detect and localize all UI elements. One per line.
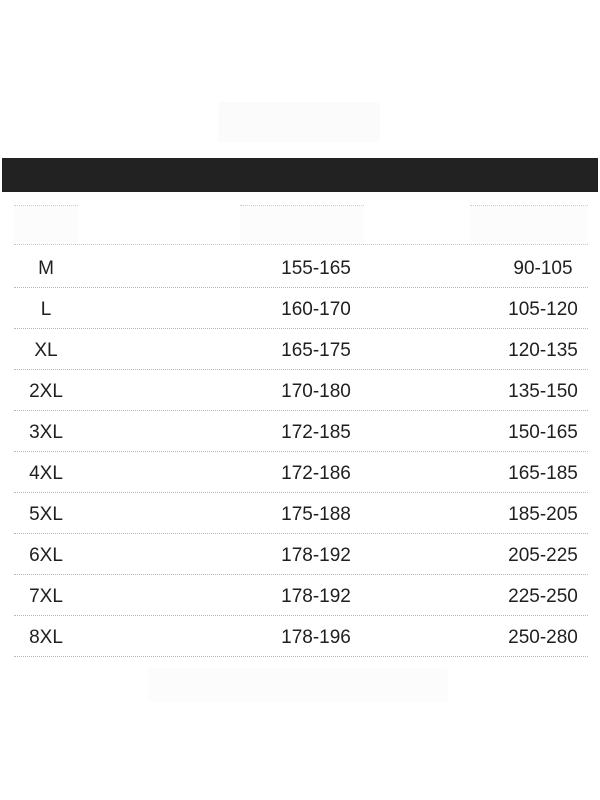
faded-footer-area (148, 668, 448, 702)
size-cell: M (38, 258, 54, 279)
weight-cell: 90-105 (513, 258, 573, 279)
height-cell: 172-186 (281, 463, 351, 484)
weight-cell: 205-225 (508, 545, 578, 566)
weight-cell: 150-165 (508, 422, 578, 443)
table-row (14, 370, 588, 411)
size-cell: 5XL (29, 504, 63, 525)
height-column-header (240, 205, 364, 244)
faded-title-area (218, 102, 380, 142)
header-divider (14, 244, 588, 245)
table-row (14, 329, 588, 370)
height-cell: 155-165 (281, 258, 351, 279)
table-row (14, 575, 588, 616)
size-chart-table (14, 247, 588, 657)
table-row (14, 452, 588, 493)
height-cell: 178-196 (281, 627, 351, 648)
height-cell: 170-180 (281, 381, 351, 402)
weight-cell: 120-135 (508, 340, 578, 361)
weight-column-header (470, 205, 588, 244)
weight-cell: 225-250 (508, 586, 578, 607)
size-cell: XL (34, 340, 58, 361)
weight-cell: 135-150 (508, 381, 578, 402)
weight-cell: 105-120 (508, 299, 578, 320)
table-row (14, 411, 588, 452)
table-row (14, 247, 588, 288)
size-column-header (14, 205, 78, 244)
weight-cell: 165-185 (508, 463, 578, 484)
height-cell: 160-170 (281, 299, 351, 320)
height-cell: 172-185 (281, 422, 351, 443)
table-row (14, 493, 588, 534)
size-cell: 3XL (29, 422, 63, 443)
size-cell: 4XL (29, 463, 63, 484)
height-cell: 178-192 (281, 545, 351, 566)
size-cell: 2XL (29, 381, 63, 402)
size-cell: 6XL (29, 545, 63, 566)
table-row (14, 288, 588, 329)
size-cell: 8XL (29, 627, 63, 648)
height-cell: 178-192 (281, 586, 351, 607)
size-cell: 7XL (29, 586, 63, 607)
table-header-bar (2, 158, 598, 192)
height-cell: 175-188 (281, 504, 351, 525)
weight-cell: 185-205 (508, 504, 578, 525)
column-header-row (0, 205, 600, 245)
table-row (14, 534, 588, 575)
size-cell: L (40, 299, 52, 320)
weight-cell: 250-280 (508, 627, 578, 648)
table-row (14, 616, 588, 657)
height-cell: 165-175 (281, 340, 351, 361)
